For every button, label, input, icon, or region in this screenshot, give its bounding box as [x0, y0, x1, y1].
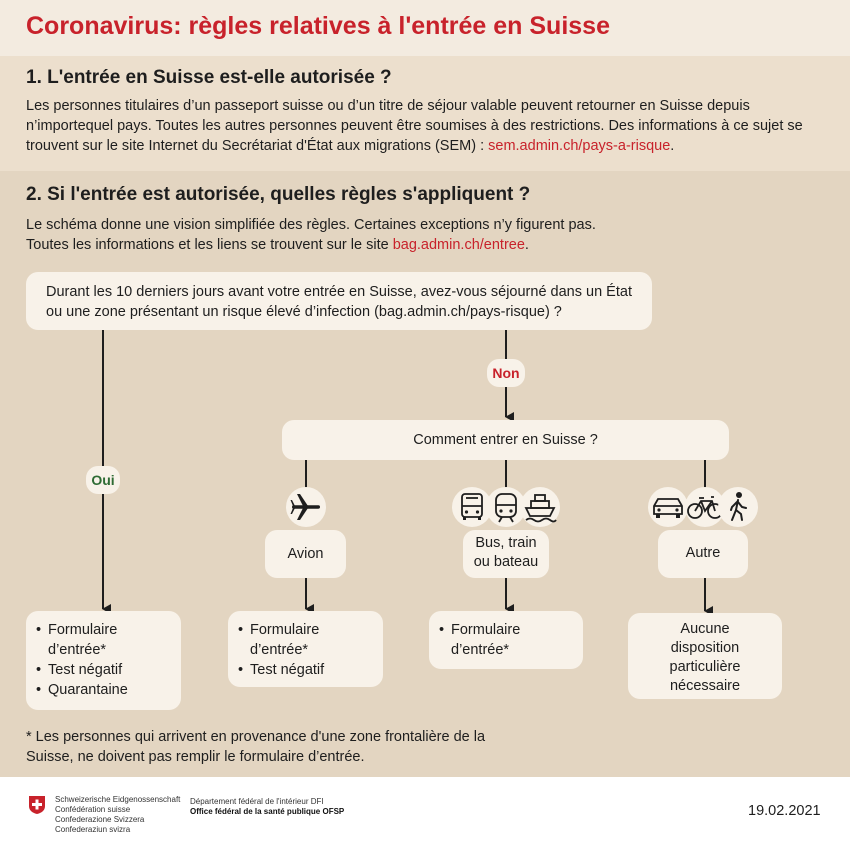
section1-body: Les personnes titulaires d’un passeport suisse ou d’un titre de séjour valable peuvent retourner en Suisse depuis n’importequel pays. Toutes les autres personnes peuvent être soumises à des restrictions. Des informations à ce sujet se trouvent sur le site Internet du Secrétariat d'État aux migrations (SEM) : [26, 98, 803, 154]
mode-plane-label: Avion [287, 546, 324, 562]
mode-bus-label-line1: Bus, train [475, 535, 537, 551]
how-text: Comment entrer en Suisse ? [413, 432, 598, 448]
result-other-box [628, 613, 782, 699]
publication-date: 19.02.2021 [748, 803, 821, 819]
conf-name-rm: Confederaziun svizra [55, 825, 131, 834]
section2-line1: Le schéma donne une vision simplifiée des règles. Certaines exceptions n’y figurent pas. [26, 217, 596, 233]
result-yes-item: • Quarantaine [36, 680, 171, 700]
section1-heading: 1. L'entrée en Suisse est-elle autorisée ? [26, 67, 392, 88]
result-plane-item: • Test négatif [238, 660, 373, 680]
airplane-icon [286, 487, 326, 527]
dept-ofsp: Office fédéral de la santé publique OFSP [190, 807, 345, 816]
confederation-names [55, 795, 180, 835]
ship-icon [520, 487, 560, 527]
pedestrian-icon [718, 487, 758, 527]
sem-link[interactable]: sem.admin.ch/pays-a-risque [488, 138, 671, 154]
department-names [190, 797, 344, 817]
swiss-cross-icon [28, 795, 46, 820]
result-other-line: disposition [670, 640, 740, 656]
how-box [282, 420, 729, 460]
result-plane-item: • Formulaire d’entrée* [238, 620, 340, 660]
mode-bus-label-line2: ou bateau [473, 554, 539, 570]
mode-other-label: Autre [685, 545, 721, 561]
footnote: * Les personnes qui arrivent en provenance d'une zone frontalière de la Suisse, ne doivent pas remplir le formulaire d’entrée. [26, 729, 486, 765]
mode-plane-box [265, 530, 346, 578]
result-yes-box [26, 611, 181, 710]
no-label: Non [487, 359, 525, 387]
result-other-line: particulière [669, 659, 741, 675]
bag-link[interactable]: bag.admin.ch/entree [392, 237, 525, 253]
result-plane-box [228, 611, 383, 687]
section2-heading: 2. Si l'entrée est autorisée, quelles règles s'appliquent ? [26, 184, 531, 205]
result-other-line: Aucune [680, 621, 730, 637]
mode-other-box [658, 530, 748, 578]
section1-end: . [670, 138, 675, 154]
result-yes-item: • Formulaire d’entrée* [36, 620, 138, 660]
conf-name-fr: Confédération suisse [55, 805, 131, 814]
conf-name-it: Confederazione Svizzera [55, 815, 145, 824]
section2-end: . [524, 237, 529, 253]
question-text: Durant les 10 derniers jours avant votre entrée en Suisse, avez-vous séjourné dans un État ou une zone présentant un risque élevé d’infection (bag.admin.ch/pays-risque) ? [46, 284, 632, 320]
result-yes-item: • Test négatif [36, 660, 171, 680]
conf-name-de: Schweizerische Eidgenossenschaft [55, 795, 181, 804]
result-other-line: nécessaire [669, 678, 741, 694]
result-bus-item: • Formulaire d’entrée* [439, 620, 541, 660]
yes-label: Oui [86, 466, 120, 494]
car-icon [648, 487, 688, 527]
section2-line2-text: Toutes les informations et les liens se trouvent sur le site [26, 237, 393, 253]
result-bus-box [429, 611, 583, 669]
mode-bus-box [463, 530, 549, 578]
page-title: Coronavirus: règles relatives à l'entrée en Suisse [26, 12, 610, 40]
question-box [26, 272, 652, 330]
dept-dfi: Département fédéral de l'intérieur DFI [190, 797, 324, 806]
